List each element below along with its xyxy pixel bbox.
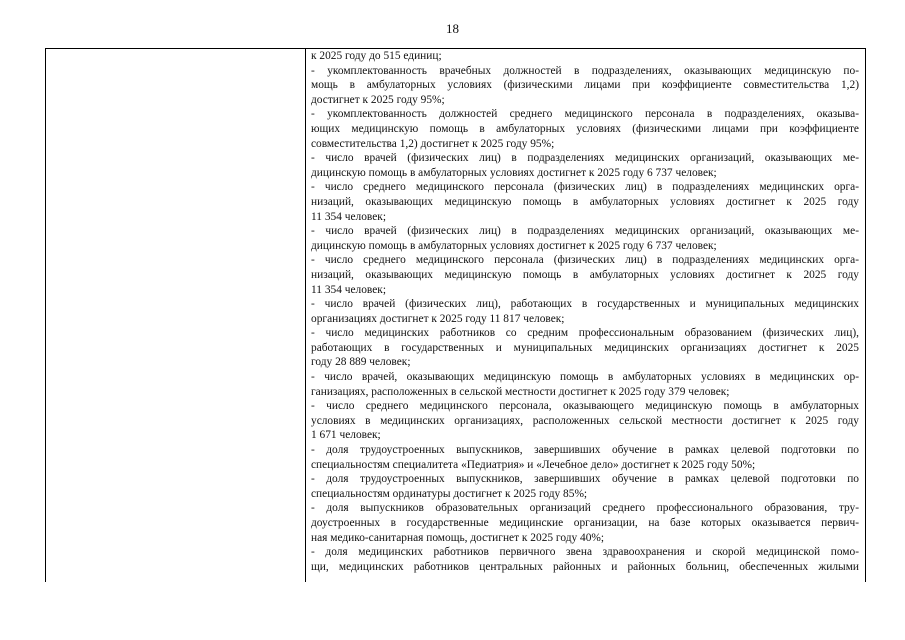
text-line: низаций, оказывающих медицинскую помощь в амбулаторных условиях достигнет к 2025 году bbox=[311, 195, 859, 208]
text-line: низаций, оказывающих медицинскую помощь в амбулаторных условиях достигнет к 2025 году bbox=[311, 268, 859, 281]
text-line: - число среднего медицинского персонала (физических лиц) в подразделениях медицинских орга- bbox=[311, 254, 859, 267]
text-line: - число врачей (физических лиц), работающих в государственных и муниципальных медицинских bbox=[311, 298, 859, 311]
page-number: 18 bbox=[446, 21, 459, 36]
text-line: - число врачей, оказывающих медицинскую помощь в амбулаторных условиях в медицинских ор- bbox=[311, 371, 859, 384]
text-line: специальностям специалитета «Педиатрия» и «Лечебное дело» достигнет к 2025 году 50%; bbox=[311, 458, 756, 471]
text-line: щи, медицинских работников центральных районных и районных больниц, обеспеченных жилыми bbox=[311, 560, 859, 573]
table-cell-text bbox=[311, 49, 859, 574]
text-line: условиях в медицинских организациях, расположенных сельской местности достигнет к 2025 году bbox=[311, 414, 859, 427]
text-line: работающих в государственных и муниципальных медицинских организациях достигнет к 2025 bbox=[311, 341, 859, 354]
text-line: году 28 889 человек; bbox=[311, 356, 411, 369]
text-line: достигнет к 2025 году 95%; bbox=[311, 93, 445, 106]
text-line: - укомплектованность должностей среднего медицинского персонала в подразделениях, оказыва- bbox=[311, 108, 859, 121]
table-cell-left-empty bbox=[46, 49, 305, 582]
document-table bbox=[45, 48, 866, 582]
text-line: мощь в амбулаторных условиях (физическими лицами при коэффициенте совместительства 1,2) bbox=[311, 79, 859, 92]
text-line: к 2025 году до 515 единиц; bbox=[311, 50, 442, 62]
text-line: - число врачей (физических лиц) в подразделениях медицинских организаций, оказывающих ме- bbox=[311, 152, 859, 165]
text-line: доустроенных в государственные медицинские организации, на базе которых оказывается первич- bbox=[311, 517, 859, 529]
text-line: 11 354 человек; bbox=[311, 210, 386, 223]
column-divider bbox=[305, 49, 306, 582]
text-line: ная медико-санитарная помощь, достигнет к 2025 году 40%; bbox=[311, 531, 605, 544]
text-line: - число врачей (физических лиц) в подразделениях медицинских организаций, оказывающих ме- bbox=[311, 225, 859, 238]
text-line: - доля выпускников образовательных организаций среднего профессионального образования, тру- bbox=[311, 502, 859, 515]
text-line: дицинскую помощь в амбулаторных условиях достигнет к 2025 году 6 737 человек; bbox=[311, 166, 717, 179]
text-line: - доля трудоустроенных выпускников, завершивших обучение в рамках целевой подготовки по bbox=[311, 444, 859, 457]
text-line: ющих медицинскую помощь в амбулаторных условиях (физическими лицами при коэффициенте bbox=[311, 122, 859, 135]
text-line: 11 354 человек; bbox=[311, 283, 386, 296]
text-line: дицинскую помощь в амбулаторных условиях достигнет к 2025 году 6 737 человек; bbox=[311, 239, 717, 252]
text-line: специальностям ординатуры достигнет к 2025 году 85%; bbox=[311, 487, 588, 500]
text-line: организациях достигнет к 2025 году 11 817 человек; bbox=[311, 312, 565, 325]
text-line: - доля трудоустроенных выпускников, завершивших обучение в рамках целевой подготовки по bbox=[311, 473, 859, 486]
text-line: - число среднего медицинского персонала (физических лиц) в подразделениях медицинских орга- bbox=[311, 181, 859, 194]
text-line: - доля медицинских работников первичного звена здравоохранения и скорой медицинской помо- bbox=[311, 546, 859, 559]
text-line: - укомплектованность врачебных должностей в подразделениях, оказывающих медицинскую по- bbox=[311, 64, 859, 77]
text-line: ганизациях, расположенных в сельской местности достигнет к 2025 году 379 человек; bbox=[311, 385, 730, 398]
text-line: - число среднего медицинского персонала, оказывающего медицинскую помощь в амбулаторных bbox=[311, 400, 859, 413]
text-line: совместительства 1,2) достигнет к 2025 году 95%; bbox=[311, 137, 555, 150]
text-line: 1 671 человек; bbox=[311, 429, 381, 442]
text-line: - число медицинских работников со средним профессиональным образованием (физических лиц), bbox=[311, 327, 859, 340]
